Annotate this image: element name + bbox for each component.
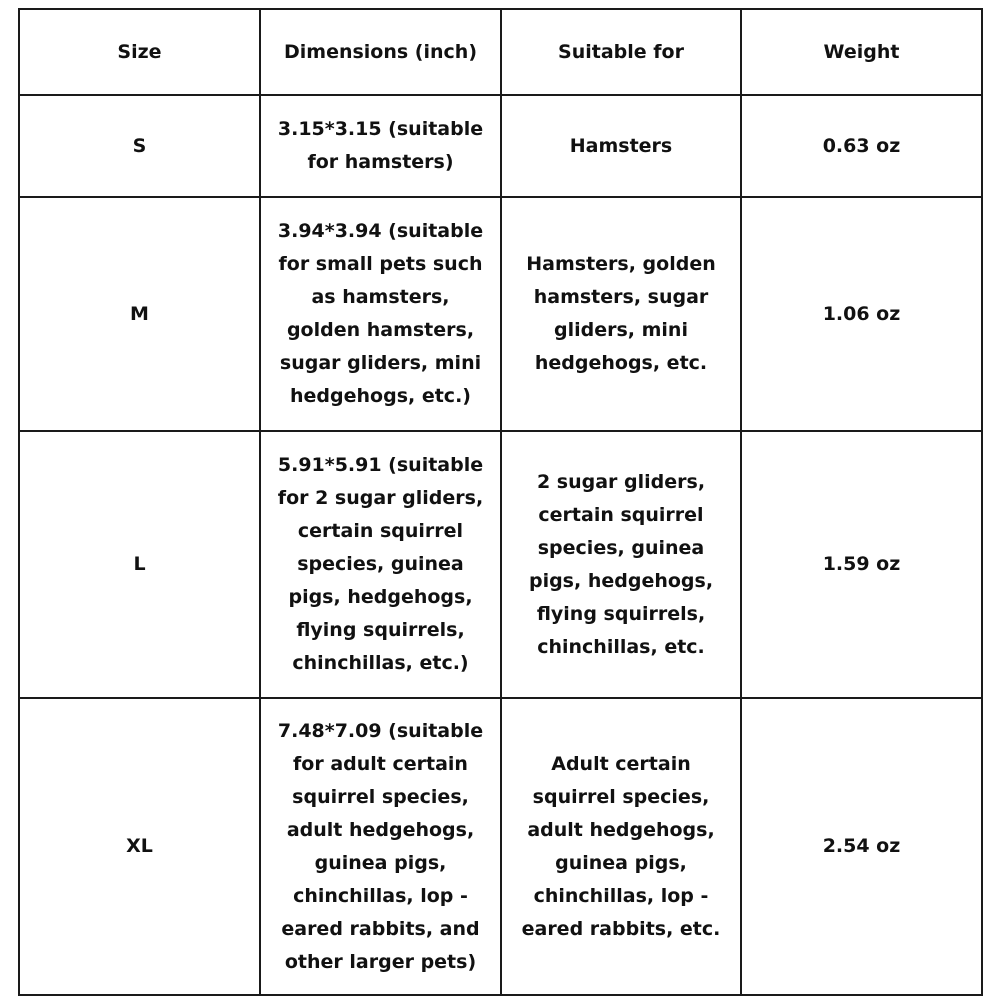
table-header-row	[19, 9, 982, 95]
cell-size: M	[19, 197, 260, 431]
table-row	[19, 95, 982, 197]
cell-suitable-for: Hamsters	[501, 95, 741, 197]
cell-dimensions: 3.94*3.94 (suitable for small pets such as hamsters, golden hamsters, sugar gliders, mini hedgehogs, etc.)	[260, 197, 501, 431]
table-row	[19, 431, 982, 698]
cell-size: L	[19, 431, 260, 698]
cell-dimensions: 7.48*7.09 (suitable for adult certain squirrel species, adult hedgehogs, guinea pigs, chinchillas, lop - eared rabbits, and other larger pets)	[260, 698, 501, 995]
cell-dimensions: 5.91*5.91 (suitable for 2 sugar gliders, certain squirrel species, guinea pigs, hedgehogs, flying squirrels, chinchillas, etc.)	[260, 431, 501, 698]
table-row	[19, 197, 982, 431]
cell-weight: 1.06 oz	[741, 197, 982, 431]
cell-suitable-for: Hamsters, golden hamsters, sugar gliders, mini hedgehogs, etc.	[501, 197, 741, 431]
header-suitable-for: Suitable for	[501, 9, 741, 95]
size-chart-table	[18, 8, 983, 996]
cell-weight: 2.54 oz	[741, 698, 982, 995]
cell-suitable-for: 2 sugar gliders, certain squirrel species, guinea pigs, hedgehogs, flying squirrels, chinchillas, etc.	[501, 431, 741, 698]
header-weight: Weight	[741, 9, 982, 95]
cell-size: S	[19, 95, 260, 197]
table-row	[19, 698, 982, 995]
cell-suitable-for: Adult certain squirrel species, adult hedgehogs, guinea pigs, chinchillas, lop - eared rabbits, etc.	[501, 698, 741, 995]
cell-size: XL	[19, 698, 260, 995]
cell-dimensions: 3.15*3.15 (suitable for hamsters)	[260, 95, 501, 197]
cell-weight: 0.63 oz	[741, 95, 982, 197]
cell-weight: 1.59 oz	[741, 431, 982, 698]
header-dimensions: Dimensions (inch)	[260, 9, 501, 95]
header-size: Size	[19, 9, 260, 95]
